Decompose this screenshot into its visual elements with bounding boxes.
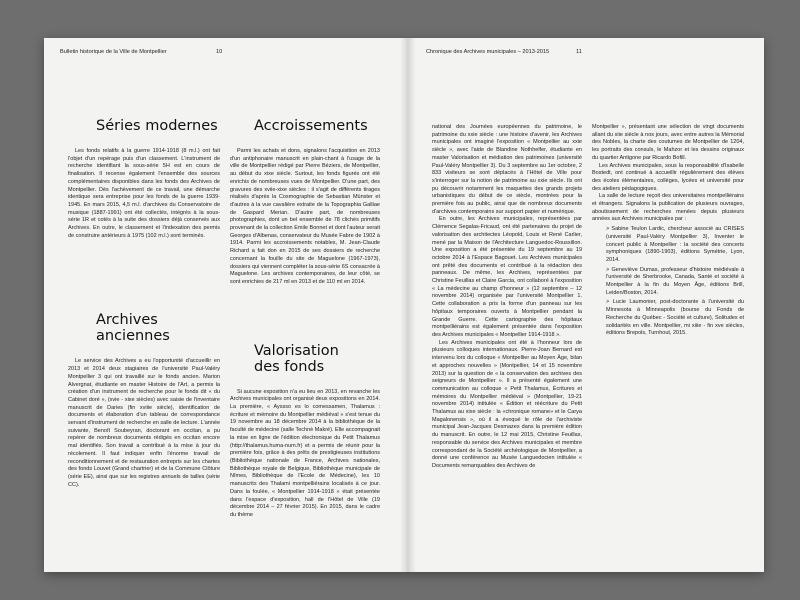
paragraph: Le service des Archives a eu l'opportunité d'accueillir en 2013 et 2014 deux stagiaires de l'université Paul-Valéry Montpellier 3 qui ont travaillé sur le fonds ancien. Marion Alvergnat, étudiante en master Histoire de l'Art, a permis la création d'un instrument de recherche pour le fonds dit « du Cabinet doré », (xvie - xixe siècles) avec saisie de l'inventaire manuscrit de Daries (fin xviiie siècle), identification de documents et élaboration d'un tableau de correspondance servant d'instrument de recherche en salle de lecture. L'année suivante, Benoît Soubeyran, doctorant en occitan, a pu repérer de nombreux documents rédigés en occitan encore mal identifiés. Son travail a contribué à la mise à jour du récolement. Il faut indiquer enfin l'énorme travail de reconditionnement et de restauration entrepris sur les chartes des fonds Louvet (Grand chartrier) et de la Commune Clôture (série EE), ainsi que sur les registres annuels de tailles (série CC). — [68, 358, 220, 488]
paragraph: Les fonds relatifs à la guerre 1914-1918 (8 m.l.) ont fait l'objet d'un repérage puis d'un classement. L'instrument de recherche identifiant la sous-série 5H est en cours de finalisation. Il recense également l'ensemble des sources complémentaires disponibles dans les fonds des Archives de Montpellier. Dès l'achèvement de ce travail, une démarche identique sera entreprise pour les fonds de la guerre 1939-1945. En mars 2015, 4,5 m.l. d'archives du Conservatoire de musique (1887-1991) ont été collectés, intégrés à la sous-série 1R et cotés à la suite des dossiers déjà conservés aux Archives. En outre, le classement et l'indexation des permis de construire antérieurs à 1975 (102 m.l.) sont terminés. — [68, 148, 220, 239]
reference-item: > Lucie Laumonier, post-doctorante à l'université du Minnesota à Minneapolis (bourse du Fonds de Recherche du Québec - Société et culture), Solitudes et solidarités en ville. Montpellier, mi xiiie - fin xve siècles, éditions Brepols, Turnhout, 2015. — [606, 299, 744, 337]
paragraph: En outre, les Archives municipales, représentées par Clémence Segalas-Fricaud, ont été partenaires du projet de valorisation des architectes Léopold, Louis et René Carlier, mené par la Maison de l'Architecture Languedoc-Roussillon. Une exposition a été présentée du 19 septembre au 19 octobre 2014 à l'Espace Bagouet. Les Archives municipales ont prêté des documents et contribué à la rédaction des panneaux. De même, les Archives, représentées par Christine Feuillas et Claire Garcia, ont collaboré à l'exposition « La médecine au champ d'honneur » (12 septembre – 12 novembre 2014) organisée par l'université Montpellier 1. Cette collaboration a pris la forme d'un panneau sur les hôpitaux temporaires ouverts à Montpellier pendant la Grande Guerre. Cette cartographie des hôpitaux montpelliérains est également présentée dans l'exposition des Archives municipales « Montpellier 1914-1918 ». — [432, 216, 582, 338]
left-running-head — [60, 49, 167, 55]
right-running-head — [426, 49, 549, 55]
right-running-head-title: Chronique des Archives municipales – 2013-2015 — [426, 49, 550, 55]
heading-accroissements: Accroissements — [254, 118, 368, 134]
right-page-number: 11 — [576, 49, 582, 55]
paragraph: Les Archives municipales, sous la responsabilité d'Isabelle Bostedt, ont continué à accueillir régulièrement des élèves des écoles élémentaires, collèges, lycées et université pour des ateliers pédagogiques. — [592, 162, 744, 192]
right-column-2 — [592, 124, 744, 338]
paragraph: Parmi les achats et dons, signalons l'acquisition en 2013 d'un antiphonaire manuscrit en plain-chant à l'usage de la ville de Montpellier rédigé par Pierre Béziers, de Montpellier, au début du xixe siècle. Surtout, les fonds figurés ont été enrichis de nombreuses vues de Montpellier. D'une part, des gravures des xviie-xixe siècles : il s'agit de différents tirages réalisés d'après la Cosmographie de Sebastian Münster et d'autres à la vue cavalière extraite de la Topographia Galliae de Gaspard Merian. D'autre part, de nombreuses photographies, dont un bel ensemble de 78 clichés primitifs provenant de la collection Emile Bonnet et dont l'auteur serait Georges d'Albenas, conservateur du Musée Fabre de 1902 à 1914. Parmi les accroissements notables, M. Jean-Claude Richard a fait don en 2015 de ses dossiers de recherche concernant la fouille du site de Maguelone (1967-1973), dossiers qui viennent compléter la sous-série 6S consacrée à Maguelone. Les archives contemporaines, de leur côté, se sont enrichies de 217 ml en 2013 et de 110 ml en 2014. — [230, 148, 380, 285]
book-gutter — [400, 38, 416, 572]
paragraph: Montpellier », présentant une sélection de vingt documents allant du xiie siècle à nos jours, avec entre autres la Mémorial des Nobles, la charte des coutumes de Montpellier de 1204, les portraits des consuls, le Mahzor et les dessins originaux du quartier Antigone par Ricardo Bofill. — [592, 124, 744, 161]
paragraph: Si aucune exposition n'a eu lieu en 2013, en revanche les Archives municipales ont organisé deux expositions en 2014. La première, « Ayssso es lo comessamen, Thalamus : écriture et mémoire du Montpellier médiéval » s'est tenue du 19 novembre au 18 décembre 2014 à la bibliothèque de la faculté de médecine (salle Technè Makré). Elle accompagnait la mise en ligne de l'édition électronique du Petit Thalamus (http://thalamus.huma-num.fr) et a permis de réunir pour la première fois, grâce à des prêts de prestigieuses institutions (Bibliothèque nationale de France, Archives nationales, Bibliothèque royale de Belgique, Bibliothèque municipale de Nîmes, Bibliothèque de l'Ecole de Médecine), les 10 manuscrits des Thalami montpelliérains localisés à ce jour. Dans la foulée, « Montpellier 1914-1918 » était présentée dans l'espace d'exposition, hall de l'Hôtel de Ville (19 décembre 2014 – 27 février 2015). En 2015, dans le cadre du thème — [230, 388, 380, 518]
book-spread — [44, 38, 764, 572]
heading-series-modernes: Séries modernes — [96, 118, 218, 134]
left-running-head-title: Bulletin historique de la Ville de Montpellier — [60, 49, 167, 55]
paragraph: Les Archives municipales ont été à l'honneur lors de plusieurs colloques internationaux. Pierre-Joan Bernard est intervenu lors du colloque « Montpellier au Moyen Âge, bilan et approches nouvelles » (Montpellier, 14 et 15 novembre 2013) sur la question de « la conservation des archives des seigneurs de Montpellier ». Il a présenté également une communication au colloque « Petit Thalamus, Écritures et mémoires du Montpellier médiéval » (Montpellier, 19-21 novembre 2014) intitulée « Édition et réécriture du Petit Thalamus au xixe siècle : la «chronique romane» et le Carya Magalonensis », où il a évoqué le rôle de l'archiviste municipal Jean-Jacques Desmazes dans la première édition du manuscrit. En outre, le 12 mai 2015, Christine Feuillas, responsable du service des Archives municipales et membre correspondant de la Société archéologique de Montpellier, a donné une conférence au Musée Languedocien intitulée « Documents remarquables des Archives de — [432, 339, 582, 469]
left-column-1 — [68, 118, 220, 489]
heading-archives-anciennes: Archives anciennes — [96, 312, 170, 345]
heading-valorisation-des-fonds: Valorisation des fonds — [254, 342, 339, 375]
reference-item: > Geneviève Dumas, professeur d'histoire médiévale à l'université de Sherbrooke, Canada, Santé et société à Montpellier à la fin du Moyen Âge, éditions Brill, Leiden/Boston, 2014. — [606, 266, 744, 296]
left-column-2 — [230, 118, 380, 520]
paragraph: La salle de lecture reçoit des universitaires montpelliérains et étrangers. Signalons la publication de plusieurs ouvrages, aboutissement de recherches menées depuis plusieurs années aux Archives municipales par : — [592, 193, 744, 223]
right-column-1 — [432, 124, 582, 471]
left-page-number: 10 — [216, 49, 223, 55]
paragraph: national des Journées européennes du patrimoine, le patrimoine du xxie siècle : une histoire d'avenir, les Archives municipales ont imaginé l'exposition « Montpellier au xxie siècle », avec l'aide de Blandine Nothhelfer, étudiante en master Valorisation et médiation des patrimoines (université Paul-Valéry Montpellier 3). Du 3 septembre au 1er octobre, 2 833 visiteurs se sont déplacés à l'Hôtel de Ville pour s'interroger sur la notion de patrimoine au xxie siècle. Ils ont pu découvrir notamment les maquettes des grands projets urbanistiques du début de ce siècle, montrées pour la première fois au public, ainsi que de nombreux documents d'archives contemporains sur support papier et numérique. — [432, 124, 582, 215]
reference-item: > Sabine Teulon Lardic, chercheur associé au CRISES (université Paul-Valéry Montpellier 3), Inventer le concert public à Montpellier : la société des concerts symphoniques (1890-1903), éditions Symétrie, Lyon, 2014. — [606, 226, 744, 263]
